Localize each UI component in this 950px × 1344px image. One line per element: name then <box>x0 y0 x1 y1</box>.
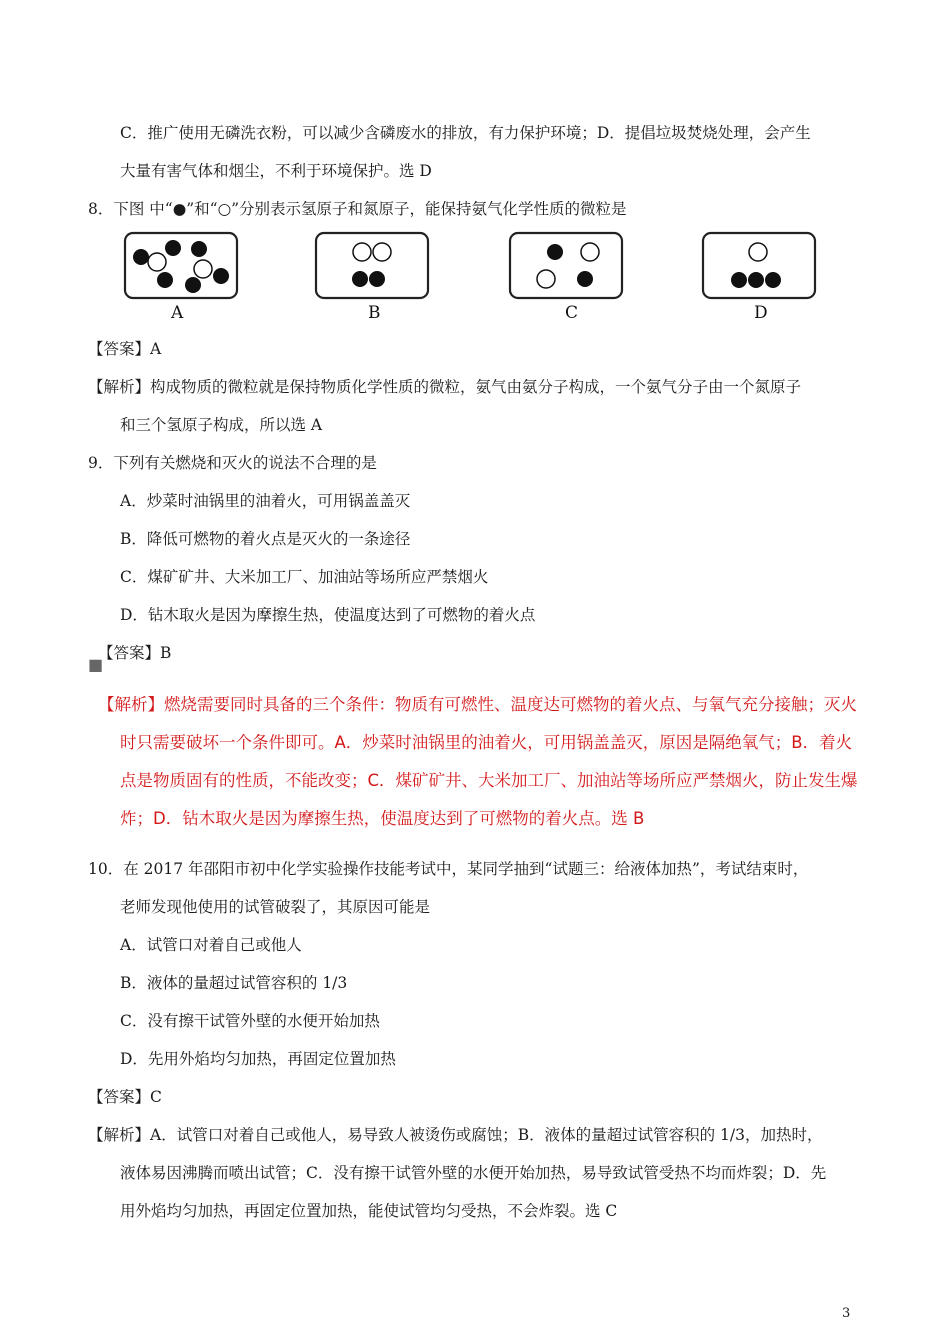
option-b-box <box>316 233 428 298</box>
figure-label-d: D <box>754 303 768 323</box>
q10-option-a: A．试管口对着自己或他人 <box>120 936 302 954</box>
q10-option-d: D．先用外焰均匀加热，再固定位置加热 <box>120 1050 396 1068</box>
q9-question: 9．下列有关燃烧和灭火的说法不合理的是 <box>88 454 377 472</box>
q10-answer: 【答案】C <box>88 1088 162 1106</box>
q9-option-a: A．炒菜时油锅里的油着火，可用锅盖盖灭 <box>120 492 411 510</box>
option-d-box <box>703 233 815 298</box>
q9-analysis-line-3: 点是物质固有的性质，不能改变；C．煤矿矿井、大米加工厂、加油站等场所应严禁烟火，防止发生爆 <box>120 771 858 790</box>
q10-analysis-line-1: 【解析】A．试管口对着自己或他人，易导致人被烫伤或腐蚀；B．液体的量超过试管容积的 1/3，加热时， <box>88 1126 823 1144</box>
q7-analysis-line-2: 大量有害气体和烟尘，不利于环境保护。选 D <box>120 162 432 180</box>
q10-question-line-2: 老师发现他使用的试管破裂了，其原因可能是 <box>120 898 431 916</box>
figure-label-c: C <box>565 303 579 323</box>
q10-analysis-line-2: 液体易因沸腾而喷出试管；C．没有擦干试管外壁的水便开始加热，易导致试管受热不均而炸裂；D．先 <box>120 1164 827 1182</box>
page-number: 3 <box>842 1306 851 1321</box>
q9-option-d: D．钻木取火是因为摩擦生热，使温度达到了可燃物的着火点 <box>120 606 536 624</box>
q8-analysis-line-2: 和三个氢原子构成，所以选 A <box>120 416 323 434</box>
stray-mark: ■ <box>88 655 104 674</box>
q9-analysis-line-4: 炸；D．钻木取火是因为摩擦生热，使温度达到了可燃物的着火点。选 B <box>120 809 645 828</box>
q9-analysis-line-2: 时只需要破坏一个条件即可。A．炒菜时油锅里的油着火，可用锅盖盖灭，原因是隔绝氧气；B．着火 <box>120 733 853 752</box>
q7-analysis-line-1: C．推广使用无磷洗衣粉，可以减少含磷废水的排放，有力保护环境；D．提倡垃圾焚烧处理，会产生 <box>120 124 811 142</box>
q9-option-b: B．降低可燃物的着火点是灭火的一条途径 <box>120 530 411 548</box>
q9-option-c: C．煤矿矿井、大米加工厂、加油站等场所应严禁烟火 <box>120 568 489 586</box>
figure-label-a: A <box>171 303 184 323</box>
q9-analysis-line-1: 【解析】燃烧需要同时具备的三个条件：物质有可燃性、温度达可燃物的着火点、与氧气充分接触；灭火 <box>98 695 857 714</box>
q10-question-line-1: 10．在 2017 年邵阳市初中化学实验操作技能考试中，某同学抽到“试题三：给液体加热”，考试结束时， <box>88 860 809 878</box>
figure-label-b: B <box>368 303 381 323</box>
molecule-figure <box>120 228 820 323</box>
q10-option-c: C．没有擦干试管外壁的水便开始加热 <box>120 1012 380 1030</box>
q8-question: 8．下图 中“●”和“○”分别表示氢原子和氮原子，能保持氨气化学性质的微粒是 <box>88 200 627 218</box>
q8-answer: 【答案】A <box>88 340 162 358</box>
q9-answer: 【答案】B <box>98 644 172 662</box>
q10-analysis-line-3: 用外焰均匀加热，再固定位置加热，能使试管均匀受热，不会炸裂。选 C <box>120 1202 618 1220</box>
q8-analysis-line-1: 【解析】构成物质的微粒就是保持物质化学性质的微粒，氨气由氨分子构成，一个氨气分子由一个氮原子 <box>88 378 802 396</box>
q10-option-b: B．液体的量超过试管容积的 1/3 <box>120 974 348 992</box>
option-c-box <box>510 233 622 298</box>
option-a-box <box>125 233 237 298</box>
